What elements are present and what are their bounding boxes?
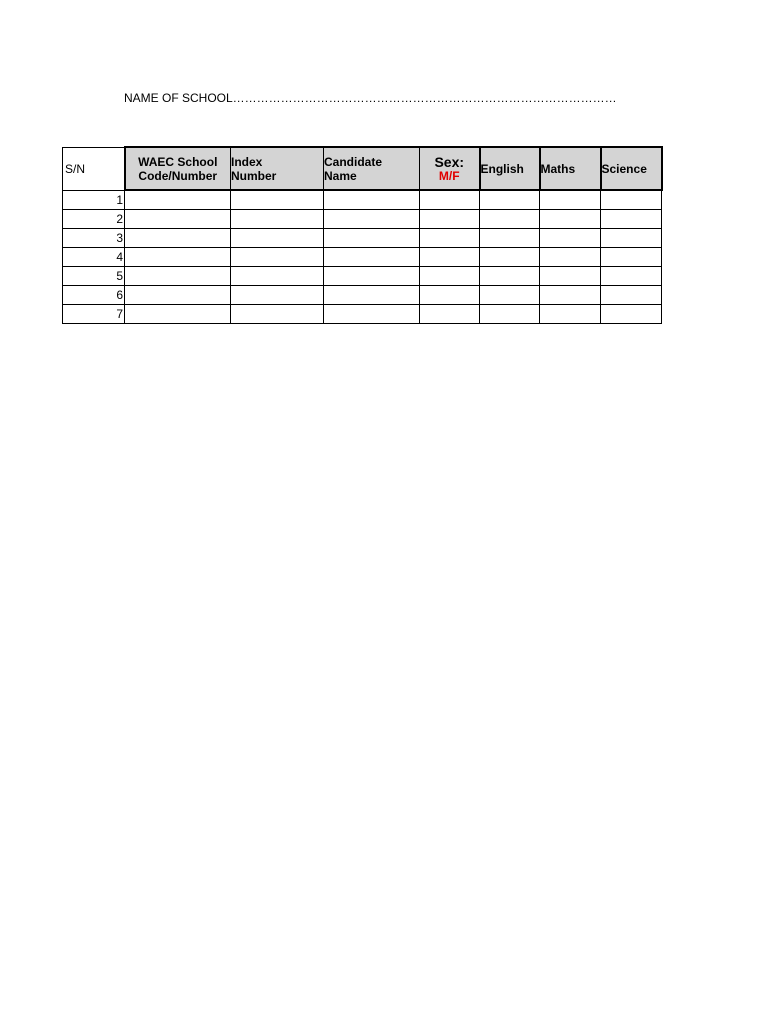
sex-cell[interactable] <box>420 267 480 286</box>
index-number-cell[interactable] <box>231 267 324 286</box>
english-cell[interactable] <box>480 190 540 210</box>
sex-cell[interactable] <box>420 286 480 305</box>
science-cell[interactable] <box>601 229 662 248</box>
row-sn-cell: 4 <box>63 248 125 267</box>
candidate-name-cell[interactable] <box>324 229 420 248</box>
header-sex-options: M/F <box>438 168 460 183</box>
table-header-row <box>63 147 662 190</box>
maths-cell[interactable] <box>540 229 601 248</box>
header-candidate-line1: Candidate <box>324 154 383 169</box>
header-sex-label: Sex: <box>434 153 465 170</box>
english-cell[interactable] <box>480 305 540 324</box>
header-index-line2: Number <box>231 168 277 183</box>
header-sn: S/N <box>63 147 125 190</box>
row-sn-cell: 7 <box>63 305 125 324</box>
waec-code-cell[interactable] <box>125 210 231 229</box>
candidate-name-cell[interactable] <box>324 248 420 267</box>
english-cell[interactable] <box>480 286 540 305</box>
sex-cell[interactable] <box>420 210 480 229</box>
header-maths: Maths <box>540 147 601 190</box>
row-sn-cell: 2 <box>63 210 125 229</box>
waec-code-cell[interactable] <box>125 248 231 267</box>
english-cell[interactable] <box>480 248 540 267</box>
index-number-cell[interactable] <box>231 248 324 267</box>
index-number-cell[interactable] <box>231 286 324 305</box>
row-sn-cell: 3 <box>63 229 125 248</box>
row-sn-cell: 6 <box>63 286 125 305</box>
maths-cell[interactable] <box>540 286 601 305</box>
candidate-name-cell[interactable] <box>324 190 420 210</box>
english-cell[interactable] <box>480 267 540 286</box>
header-index-line1: Index <box>231 154 263 169</box>
header-waec-line2: Code/Number <box>138 168 218 183</box>
candidate-name-cell[interactable] <box>324 210 420 229</box>
waec-code-cell[interactable] <box>125 286 231 305</box>
candidate-name-cell[interactable] <box>324 305 420 324</box>
maths-cell[interactable] <box>540 267 601 286</box>
header-english: English <box>480 147 540 190</box>
candidate-table <box>62 146 663 324</box>
science-cell[interactable] <box>601 210 662 229</box>
waec-code-cell[interactable] <box>125 229 231 248</box>
table-row <box>63 229 662 248</box>
header-candidate-name <box>324 147 420 190</box>
header-waec-line1: WAEC School <box>138 154 218 169</box>
sex-cell[interactable] <box>420 190 480 210</box>
row-sn-cell: 1 <box>63 190 125 210</box>
english-cell[interactable] <box>480 210 540 229</box>
header-candidate-line2: Name <box>324 168 357 183</box>
sex-cell[interactable] <box>420 229 480 248</box>
header-science: Science <box>601 147 662 190</box>
candidate-name-cell[interactable] <box>324 267 420 286</box>
table-row <box>63 248 662 267</box>
science-cell[interactable] <box>601 190 662 210</box>
table-row <box>63 210 662 229</box>
table-row <box>63 267 662 286</box>
candidate-name-cell[interactable] <box>324 286 420 305</box>
english-cell[interactable] <box>480 229 540 248</box>
science-cell[interactable] <box>601 305 662 324</box>
table-row <box>63 286 662 305</box>
maths-cell[interactable] <box>540 190 601 210</box>
maths-cell[interactable] <box>540 305 601 324</box>
header-sex <box>420 147 480 190</box>
waec-code-cell[interactable] <box>125 190 231 210</box>
maths-cell[interactable] <box>540 248 601 267</box>
science-cell[interactable] <box>601 248 662 267</box>
school-name-line: NAME OF SCHOOL…………………………………………………………………………………… <box>124 91 617 105</box>
table-row <box>63 190 662 210</box>
row-sn-cell: 5 <box>63 267 125 286</box>
table-row <box>63 305 662 324</box>
science-cell[interactable] <box>601 286 662 305</box>
science-cell[interactable] <box>601 267 662 286</box>
index-number-cell[interactable] <box>231 229 324 248</box>
header-index-number <box>231 147 324 190</box>
header-waec-code <box>125 147 231 190</box>
waec-code-cell[interactable] <box>125 267 231 286</box>
maths-cell[interactable] <box>540 210 601 229</box>
index-number-cell[interactable] <box>231 210 324 229</box>
sex-cell[interactable] <box>420 305 480 324</box>
sex-cell[interactable] <box>420 248 480 267</box>
waec-code-cell[interactable] <box>125 305 231 324</box>
index-number-cell[interactable] <box>231 190 324 210</box>
index-number-cell[interactable] <box>231 305 324 324</box>
